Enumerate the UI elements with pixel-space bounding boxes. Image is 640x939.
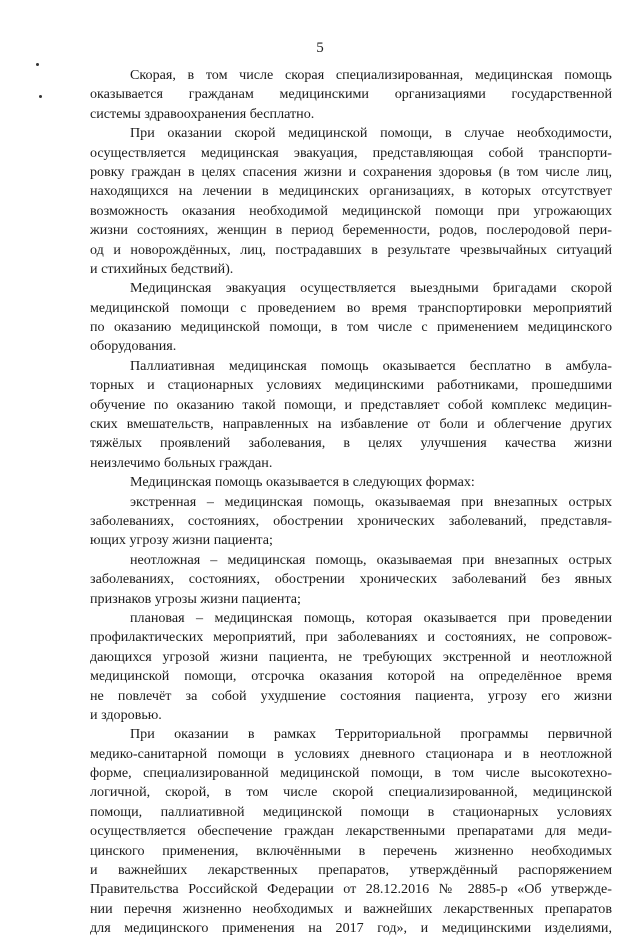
text-line: по оказанию медицинской помощи, в том числе с применением медицинского <box>90 319 612 336</box>
text-line: форме, специализированной медицинской помощи, в том числе высокотехно- <box>90 765 612 782</box>
text-line: медицинской помощи, отсрочка оказания которой на определённое время <box>90 668 612 685</box>
text-line: жизни состояниях, женщин в период беременности, родов, послеродовой пери- <box>90 222 612 239</box>
text-line: ющих угрозу жизни пациента; <box>90 532 273 549</box>
text-line: од и новорождённых, лиц, пострадавших в результате чрезвычайных ситуаций <box>90 241 612 258</box>
text-line: осуществляется обеспечение граждан лекарственными препаратами для меди- <box>90 823 612 840</box>
text-line: ровку граждан в целях спасения жизни и сохранения здоровья (в том числе лиц, <box>90 163 612 180</box>
text-line: находящихся на лечении в медицинских организациях, в которых отсутствует <box>90 183 612 200</box>
text-line: неизлечимо больных граждан. <box>90 454 273 471</box>
text-line: помощи, паллиативной медицинской помощи в стационарных условиях <box>90 803 612 820</box>
scan-speck <box>36 63 39 66</box>
text-line: обучение по оказанию такой помощи, и представляет собой комплекс медицин- <box>90 396 612 413</box>
text-line: и важнейших лекарственных препаратов, утверждённый распоряжением <box>90 862 612 879</box>
paragraph <box>90 609 612 725</box>
text-line: Правительства Российской Федерации от 28.12.2016 № 2885-р «Об утвержде- <box>90 881 612 898</box>
text-line: тяжёлых проявлений заболевания, в целях улучшения качества жизни <box>90 435 612 452</box>
text-line: оборудования. <box>90 338 177 355</box>
text-line: неотложная – медицинская помощь, оказываемая при внезапных острых <box>130 551 612 568</box>
paragraph <box>90 66 612 124</box>
scan-speck <box>39 95 42 98</box>
paragraph <box>90 473 612 492</box>
paragraph <box>90 279 612 357</box>
text-line: осуществляется медицинская эвакуация, представляющая собой транспорти- <box>90 144 612 161</box>
text-line: оказывается гражданам медицинскими организациями государственной <box>90 86 612 103</box>
text-line: медико-санитарной помощи в условиях дневного стационара и в неотложной <box>90 745 612 762</box>
text-line: системы здравоохранения бесплатно. <box>90 105 315 122</box>
text-line: заболеваниях, состояниях, обострении хронических заболеваний, представля- <box>90 512 612 529</box>
text-line: профилактических мероприятий, при заболеваниях и состояниях, не сопровож- <box>90 629 612 646</box>
document-body <box>90 66 612 939</box>
text-line: для медицинского применения на 2017 год», и медицинскими изделиями, <box>90 920 612 937</box>
text-line: дающихся угрозой жизни пациента, не требующих экстренной и неотложной <box>90 648 612 665</box>
text-line: заболеваниях, состояниях, обострении хронических заболеваний без явных <box>90 571 612 588</box>
text-line: не повлечёт за собой ухудшение состояния пациента, угрозу его жизни <box>90 687 612 704</box>
text-line: медицинской помощи с проведением во время транспортировки мероприятий <box>90 299 612 316</box>
text-line: ских вмешательств, направленных на избавление от боли и облегчение других <box>90 416 612 433</box>
text-line: плановая – медицинская помощь, которая оказывается при проведении <box>130 609 612 626</box>
text-line: логичной, скорой, в том числе скорой специализированной, медицинской <box>90 784 612 801</box>
text-line: Медицинская помощь оказывается в следующих формах: <box>130 474 475 491</box>
paragraph <box>90 551 612 609</box>
text-line: и стихийных бедствий). <box>90 260 234 277</box>
page-number: 5 <box>316 40 324 56</box>
paragraph <box>90 124 612 279</box>
text-line: возможность оказания необходимой медицинской помощи при угрожающих <box>90 202 612 219</box>
text-line: нии перечня жизненно необходимых и важнейших лекарственных препаратов <box>90 900 612 917</box>
text-line: экстренная – медицинская помощь, оказываемая при внезапных острых <box>130 493 612 510</box>
text-line: цинского применения, включёнными в перечень жизненно необходимых <box>90 842 612 859</box>
text-line: При оказании в рамках Территориальной программы первичной <box>130 726 612 743</box>
text-line: Паллиативная медицинская помощь оказывается бесплатно в амбула- <box>130 357 612 374</box>
text-line: Медицинская эвакуация осуществляется выездными бригадами скорой <box>130 280 612 297</box>
text-line: и здоровью. <box>90 706 162 723</box>
paragraph <box>90 725 612 938</box>
text-line: При оказании скорой медицинской помощи, в случае необходимости, <box>130 125 612 142</box>
paragraph <box>90 357 612 473</box>
paragraph <box>90 493 612 551</box>
text-line: Скорая, в том числе скорая специализированная, медицинская помощь <box>130 67 612 83</box>
text-line: торных и стационарных условиях медицинскими работниками, прошедшими <box>90 377 612 394</box>
text-line: признаков угрозы жизни пациента; <box>90 590 301 607</box>
